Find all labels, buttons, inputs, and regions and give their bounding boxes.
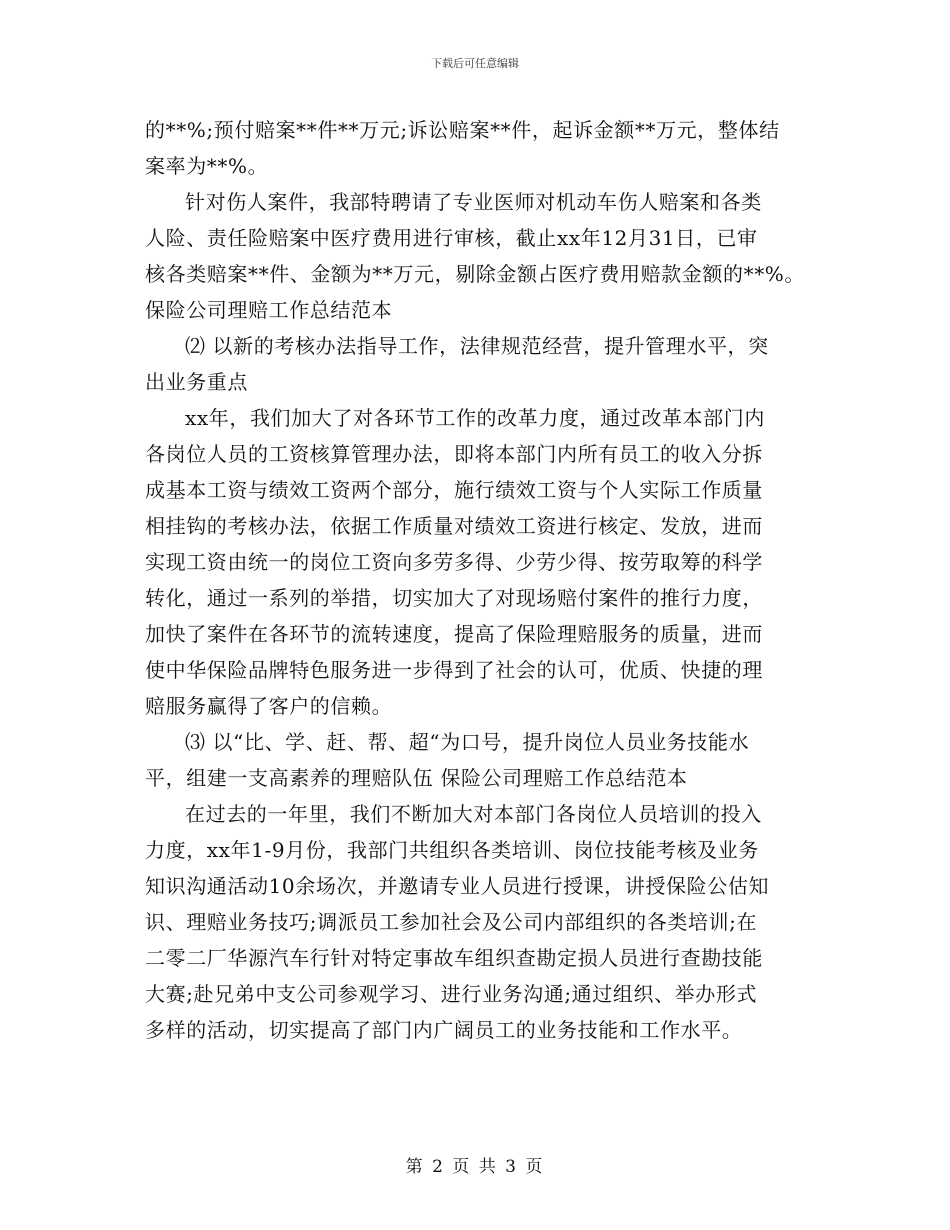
text-line: 二零二厂华源汽车行针对特定事故车组织查勘定损人员进行查勘技能	[145, 946, 763, 970]
page-footer: 第 2 页 共 3 页	[405, 1157, 545, 1177]
text-line: 保险公司理赔工作总结范本	[145, 298, 393, 322]
text-line: 成基本工资与绩效工资两个部分，施行绩效工资与个人实际工作质量	[145, 478, 763, 502]
text-line: 相挂钩的考核办法，依据工作质量对绩效工资进行核定、发放，进而	[145, 514, 763, 538]
text-line: 在过去的一年里，我们不断加大对本部门各岗位人员培训的投入	[185, 802, 762, 826]
text-line: 平，组建一支高素养的理赔队伍 保险公司理赔工作总结范本	[145, 766, 688, 790]
page-header: 下载后可任意编辑	[431, 57, 519, 70]
document-body	[145, 112, 815, 1048]
text-line: 大赛;赴兄弟中支公司参观学习、进行业务沟通;通过组织、举办形式	[145, 982, 758, 1006]
text-line: 加快了案件在各环节的流转速度，提高了保险理赔服务的质量，进而	[145, 622, 763, 646]
text-line: ⑶ 以“比、学、赶、帮、超“为口号，提升岗位人员业务技能水	[185, 730, 750, 754]
text-line: 针对伤人案件，我部特聘请了专业医师对机动车伤人赔案和各类	[185, 190, 762, 214]
text-line: 出业务重点	[145, 370, 248, 394]
text-line: 识、理赔业务技巧;调派员工参加社会及公司内部组织的各类培训;在	[145, 910, 758, 934]
text-line: 转化，通过一系列的举措，切实加大了对现场赔付案件的推行力度，	[145, 586, 763, 610]
text-line: 知识沟通活动10余场次，并邀请专业人员进行授课，讲授保险公估知	[145, 874, 770, 898]
text-line: xx年，我们加大了对各环节工作的改革力度，通过改革本部门内	[185, 406, 765, 430]
text-line: 案率为**%。	[145, 154, 269, 178]
text-line: 的**%;预付赔案**件**万元;诉讼赔案**件，起诉金额**万元，整体结	[145, 118, 780, 142]
text-line: 各岗位人员的工资核算管理办法，即将本部门内所有员工的收入分拆	[145, 442, 763, 466]
text-line: 人险、责任险赔案中医疗费用进行审核，截止xx年12月31日，已审	[145, 226, 758, 250]
text-line: 赔服务赢得了客户的信赖。	[145, 694, 393, 718]
text-line: 使中华保险品牌特色服务进一步得到了社会的认可，优质、快捷的理	[145, 658, 763, 682]
text-line: 多样的活动，切实提高了部门内广阔员工的业务技能和工作水平。	[145, 1018, 743, 1042]
text-line: ⑵ 以新的考核办法指导工作，法律规范经营，提升管理水平，突	[185, 334, 769, 358]
text-line: 核各类赔案**件、金额为**万元，剔除金额占医疗费用赔款金额的**%。	[145, 262, 806, 286]
text-line: 实现工资由统一的岗位工资向多劳多得、少劳少得、按劳取筹的科学	[145, 550, 763, 574]
text-line: 力度，xx年1-9月份，我部门共组织各类培训、岗位技能考核及业务	[145, 838, 759, 862]
